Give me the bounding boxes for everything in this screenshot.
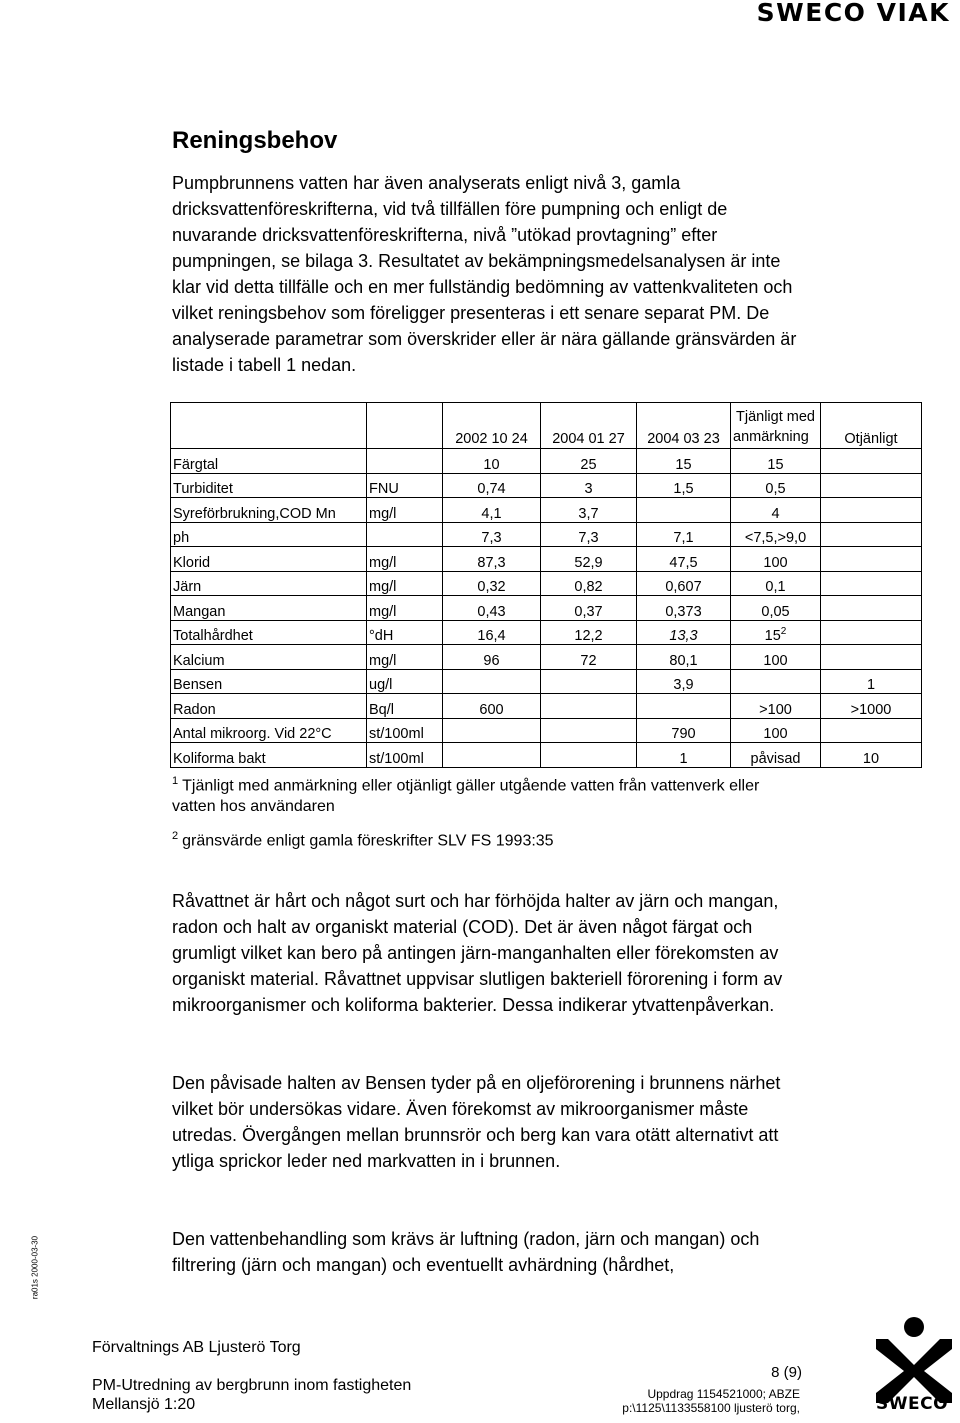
- table-row: [171, 718, 922, 743]
- cell-date-2-value: 52,9: [574, 554, 603, 571]
- cell-date-2-value: 12,2: [574, 628, 603, 644]
- cell-tjanligt: [731, 473, 821, 498]
- cell-date-2: [541, 498, 637, 523]
- cell-parameter: [171, 473, 367, 498]
- cell-parameter-value: Antal mikroorg. Vid 22°C: [173, 726, 332, 742]
- cell-date-3: [637, 498, 731, 523]
- header-tjanligt-line1: Tjänligt med: [736, 409, 815, 425]
- cell-parameter-value: Radon: [173, 701, 216, 718]
- cell-date-1: [443, 645, 541, 670]
- footer-report-line2: Mellansjö 1:20: [92, 1396, 196, 1413]
- cell-unit: [367, 473, 443, 498]
- cell-date-3: [637, 596, 731, 621]
- cell-tjanligt-value: 4: [771, 505, 780, 522]
- cell-otjanligt: [821, 645, 922, 670]
- footer-report: [92, 1376, 411, 1414]
- sweco-logo-wordmark: SWECO: [876, 1394, 949, 1414]
- cell-parameter-value: Bensen: [173, 677, 223, 693]
- cell-parameter-value: Turbiditet: [173, 481, 233, 497]
- cell-unit: [367, 743, 443, 768]
- cell-date-3-value: 1,5: [673, 481, 694, 497]
- table-row: [171, 547, 922, 572]
- cell-tjanligt: [731, 743, 821, 768]
- cell-date-2: [541, 449, 637, 474]
- paragraph-bensen: Den påvisade halten av Bensen tyder på en oljeförorening i brunnens närhet vilket bör undersökas vidare. Även förekomst av mikroorganismer måste utredas. Övergången mellan brunnsrör och berg kan vara otätt alternativt att ytliga sprickor leder ned markvatten in i brunnen.: [172, 1073, 781, 1171]
- cell-parameter-value: Mangan: [173, 603, 226, 620]
- cell-tjanligt: [731, 571, 821, 596]
- cell-otjanligt: [821, 547, 922, 572]
- cell-unit-value: mg/l: [369, 652, 397, 669]
- table-row: [171, 498, 922, 523]
- cell-date-3-value: 0,373: [665, 603, 702, 620]
- cell-tjanligt-value: 100: [763, 726, 788, 742]
- cell-unit: [367, 522, 443, 547]
- section-heading: Reningsbehov: [172, 127, 338, 154]
- header-tjanligt-line2: anmärkning: [733, 429, 809, 445]
- cell-parameter: [171, 571, 367, 596]
- cell-tjanligt: [731, 449, 821, 474]
- cell-parameter-value: ph: [173, 530, 190, 546]
- cell-date-1: [443, 473, 541, 498]
- cell-parameter: [171, 718, 367, 743]
- footnote-2: [172, 826, 772, 851]
- cell-tjanligt-value: <7,5,>9,0: [744, 530, 807, 546]
- table-header-row: [171, 403, 922, 449]
- cell-parameter-value: Kalcium: [173, 652, 225, 669]
- cell-date-1: [443, 449, 541, 474]
- side-stamp: ra01s 2000-03-30: [30, 1235, 40, 1300]
- cell-tjanligt: [731, 596, 821, 621]
- cell-date-1: [443, 522, 541, 547]
- cell-date-1-value: 0,43: [477, 603, 506, 620]
- cell-date-1: [443, 596, 541, 621]
- header-date-3: 2004 03 23: [637, 403, 731, 449]
- cell-date-3-value: 790: [671, 726, 696, 742]
- cell-unit: [367, 694, 443, 719]
- cell-tjanligt-value: 15: [767, 456, 784, 473]
- cell-otjanligt-value: >1000: [850, 701, 892, 718]
- cell-date-3-value: 7,1: [673, 530, 694, 546]
- cell-unit-value: Bq/l: [369, 701, 394, 718]
- cell-date-2: [541, 743, 637, 768]
- cell-tjanligt: [731, 498, 821, 523]
- cell-parameter-value: Syreförbrukning,COD Mn: [173, 505, 336, 522]
- cell-unit-value: mg/l: [369, 579, 397, 595]
- cell-unit: [367, 669, 443, 694]
- cell-otjanligt: [821, 522, 922, 547]
- cell-date-1: [443, 571, 541, 596]
- cell-date-1: [443, 694, 541, 719]
- cell-unit-value: FNU: [369, 481, 399, 497]
- cell-date-2-value: 0,37: [574, 603, 603, 620]
- cell-date-1-value: 7,3: [481, 530, 502, 546]
- cell-date-2: [541, 694, 637, 719]
- cell-parameter: [171, 596, 367, 621]
- footnote-2-text: gränsvärde enligt gamla föreskrifter SLV FS 1993:35: [182, 832, 554, 850]
- cell-date-3: [637, 473, 731, 498]
- water-analysis-table: [170, 402, 922, 768]
- cell-unit: [367, 645, 443, 670]
- cell-otjanligt-value: 1: [866, 677, 876, 693]
- cell-parameter: [171, 694, 367, 719]
- footnote-1: [172, 771, 772, 817]
- cell-date-3-value: 15: [675, 456, 692, 473]
- cell-unit-value: mg/l: [369, 603, 397, 620]
- cell-date-3: [637, 645, 731, 670]
- cell-date-3-value: 80,1: [669, 652, 698, 669]
- cell-otjanligt: [821, 669, 922, 694]
- cell-tjanligt-value: 0,1: [765, 579, 786, 595]
- cell-date-2: [541, 669, 637, 694]
- cell-date-2: [541, 571, 637, 596]
- cell-unit-value: mg/l: [369, 505, 397, 522]
- cell-otjanligt: [821, 620, 922, 645]
- cell-date-3: [637, 620, 731, 645]
- cell-parameter: [171, 620, 367, 645]
- cell-date-2: [541, 718, 637, 743]
- cell-parameter: [171, 522, 367, 547]
- cell-date-1-value: 16,4: [477, 628, 506, 644]
- cell-date-2: [541, 620, 637, 645]
- cell-date-3: [637, 449, 731, 474]
- table-row: [171, 596, 922, 621]
- cell-tjanligt-value: 15: [764, 628, 781, 644]
- cell-tjanligt: [731, 694, 821, 719]
- cell-date-3-value: 47,5: [669, 554, 698, 571]
- cell-parameter: [171, 498, 367, 523]
- cell-otjanligt: [821, 694, 922, 719]
- cell-unit: [367, 571, 443, 596]
- paragraph-treatment: Den vattenbehandling som krävs är luftning (radon, järn och mangan) och filtrering (järn och mangan) och eventuellt avhärdning (hårdhet,: [172, 1229, 760, 1275]
- cell-tjanligt: [731, 522, 821, 547]
- cell-date-2: [541, 645, 637, 670]
- footer-path: p:\1125\1133558100 ljusterö torg,: [622, 1401, 800, 1415]
- brand-header: SWECO VIAK: [756, 0, 950, 27]
- cell-date-1: [443, 620, 541, 645]
- cell-tjanligt-value: 0,5: [765, 481, 786, 497]
- cell-parameter-value: Järn: [173, 579, 202, 595]
- cell-parameter: [171, 743, 367, 768]
- cell-tjanligt-value: påvisad: [750, 750, 801, 767]
- cell-date-1: [443, 669, 541, 694]
- water-analysis-table-container: [170, 402, 921, 768]
- cell-date-3: [637, 522, 731, 547]
- cell-unit-value: mg/l: [369, 554, 397, 571]
- cell-date-3: [637, 694, 731, 719]
- cell-tjanligt: [731, 718, 821, 743]
- footer-report-line1: PM-Utredning av bergbrunn inom fastigheten: [92, 1377, 412, 1394]
- table-row: [171, 694, 922, 719]
- cell-parameter-value: Koliforma bakt: [173, 750, 266, 767]
- footnote-1-marker: 1: [172, 775, 179, 787]
- footnote-1-text: Tjänligt med anmärkning eller otjänligt gäller utgående vatten från vattenverk eller vatten hos användaren: [172, 777, 760, 816]
- cell-tjanligt-value: >100: [759, 701, 792, 718]
- table-row: [171, 669, 922, 694]
- intro-paragraph: Pumpbrunnens vatten har även analyserats enligt nivå 3, gamla dricksvattenföreskrifterna, vid två tillfällen före pumpning och enligt de nuvarande dricksvattenföreskrifterna, nivå ”utökad provtagning” efter pumpningen, se bilaga 3. Resultatet av bekämpningsmedelsanalysen är inte klar vid detta tillfälle och en mer fullständig bedömning av vattenkvaliteten och vilket reningsbehov som föreligger presenteras i ett senare separat PM. De analyserade parametrar som överskrider eller är nära gällande gränsvärden är listade i tabell 1 nedan.: [172, 173, 797, 375]
- cell-date-1-value: 0,74: [477, 481, 506, 497]
- cell-date-1: [443, 743, 541, 768]
- table-row: [171, 620, 922, 645]
- cell-unit-value: °dH: [369, 628, 394, 644]
- table-row: [171, 473, 922, 498]
- cell-otjanligt-value: 10: [862, 750, 880, 767]
- cell-date-2-value: 25: [580, 456, 597, 473]
- paragraph-raw-water: Råvattnet är hårt och något surt och har förhöjda halter av järn och mangan, radon och halt av organiskt material (COD). Det är även något färgat och grumligt vilket kan bero på antingen järn-manganhalten eller förekomsten av organiskt material. Råvattnet uppvisar slutligen bakteriell förorening i form av mikroorganismer och koliforma bakterier. Dessa indikerar ytvattenpåverkan.: [172, 891, 783, 1015]
- cell-date-3: [637, 547, 731, 572]
- cell-otjanligt: [821, 743, 922, 768]
- cell-unit: [367, 620, 443, 645]
- cell-date-1-value: 96: [483, 652, 500, 669]
- cell-date-3: [637, 718, 731, 743]
- cell-date-3: [637, 571, 731, 596]
- cell-tjanligt: [731, 620, 821, 645]
- cell-date-3-value: 13,3: [669, 628, 698, 644]
- cell-unit: [367, 718, 443, 743]
- cell-date-2: [541, 473, 637, 498]
- cell-date-2: [541, 596, 637, 621]
- header-tjanligt: [731, 403, 821, 449]
- cell-date-3-value: 1: [679, 750, 688, 767]
- cell-unit: [367, 498, 443, 523]
- cell-date-3: [637, 669, 731, 694]
- cell-tjanligt: [731, 547, 821, 572]
- table-row: [171, 743, 922, 768]
- cell-date-2: [541, 547, 637, 572]
- cell-date-3: [637, 743, 731, 768]
- cell-otjanligt: [821, 473, 922, 498]
- cell-date-2-value: 72: [580, 652, 597, 669]
- cell-tjanligt-superscript: 2: [780, 626, 787, 638]
- cell-date-1-value: 87,3: [477, 554, 506, 571]
- cell-otjanligt: [821, 571, 922, 596]
- table-row: [171, 522, 922, 547]
- cell-parameter-value: Totalhårdhet: [173, 628, 253, 644]
- cell-date-3-value: 3,9: [673, 677, 694, 693]
- cell-tjanligt-value: 100: [763, 554, 788, 571]
- cell-parameter: [171, 669, 367, 694]
- header-date-2: 2004 01 27: [541, 403, 637, 449]
- cell-parameter: [171, 449, 367, 474]
- cell-otjanligt: [821, 596, 922, 621]
- cell-tjanligt-value: 0,05: [761, 603, 790, 620]
- cell-tjanligt: [731, 669, 821, 694]
- table-row: [171, 571, 922, 596]
- cell-date-2-value: 0,82: [574, 579, 603, 595]
- cell-parameter: [171, 645, 367, 670]
- cell-unit: [367, 449, 443, 474]
- cell-unit: [367, 596, 443, 621]
- cell-date-2: [541, 522, 637, 547]
- cell-date-2-value: 3,7: [578, 505, 599, 522]
- cell-tjanligt: [731, 645, 821, 670]
- cell-parameter: [171, 547, 367, 572]
- cell-unit: [367, 547, 443, 572]
- cell-otjanligt: [821, 498, 922, 523]
- page-number: 8 (9): [771, 1364, 802, 1381]
- footer-uppdrag: Uppdrag 1154521000; ABZE: [647, 1387, 800, 1401]
- cell-unit-value: ug/l: [369, 677, 393, 693]
- footer-company: Förvaltnings AB Ljusterö Torg: [92, 1339, 301, 1356]
- cell-otjanligt: [821, 449, 922, 474]
- header-otjanligt: Otjänligt: [821, 403, 922, 449]
- header-date-1: 2002 10 24: [443, 403, 541, 449]
- cell-otjanligt: [821, 718, 922, 743]
- cell-parameter-value: Klorid: [173, 554, 211, 571]
- cell-date-1-value: 4,1: [481, 505, 502, 522]
- cell-unit-value: st/100ml: [369, 750, 424, 767]
- footnote-2-marker: 2: [172, 830, 179, 842]
- cell-date-1-value: 0,32: [477, 579, 506, 595]
- cell-date-1: [443, 498, 541, 523]
- cell-date-1: [443, 547, 541, 572]
- table-row: [171, 645, 922, 670]
- cell-date-2-value: 3: [584, 481, 593, 497]
- header-unit: [367, 403, 443, 449]
- cell-tjanligt-value: 100: [763, 652, 788, 669]
- table-row: [171, 449, 922, 474]
- cell-parameter-value: Färgtal: [173, 456, 219, 473]
- cell-date-2-value: 7,3: [578, 530, 599, 546]
- cell-date-1: [443, 718, 541, 743]
- cell-date-3-value: 0,607: [665, 579, 702, 595]
- cell-date-1-value: 600: [479, 701, 504, 718]
- cell-date-1-value: 10: [483, 456, 500, 473]
- header-parameter: [171, 403, 367, 449]
- cell-unit-value: st/100ml: [369, 726, 424, 742]
